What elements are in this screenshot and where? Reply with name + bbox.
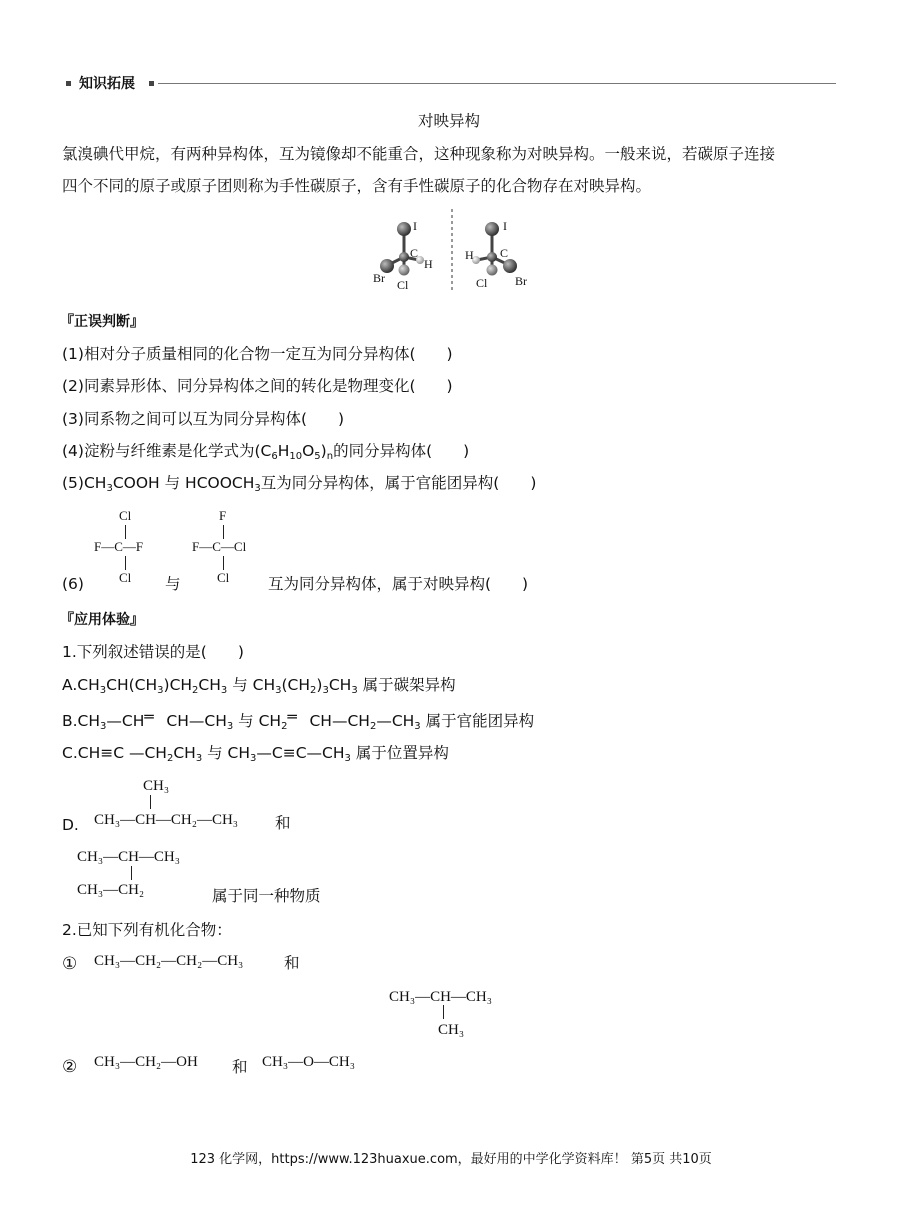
- d-tail: 属于同一种物质: [212, 887, 321, 905]
- mol-a-bond-top: [125, 525, 126, 539]
- fig-left-C: C: [410, 246, 419, 260]
- atom-I-left: [397, 222, 411, 236]
- d-m2-row2: CH₃—CH₂: [77, 882, 145, 898]
- judge-q6-text: 互为同分异构体，属于对映异构( ): [268, 575, 529, 593]
- fig-left-I: I: [413, 219, 417, 233]
- fig-right-Cl: Cl: [476, 276, 488, 290]
- atom-C-right: [487, 252, 497, 262]
- fig-left-Cl: Cl: [397, 278, 409, 292]
- mol-b-top: F: [219, 508, 227, 523]
- mol-a-bottom: Cl: [119, 570, 132, 585]
- judge-q3: (3)同系物之间可以互为同分异构体( ): [62, 410, 345, 428]
- q2-r1b-row: CH₃—CH—CH₃: [389, 989, 492, 1005]
- judge-q4: (4)淀粉与纤维素是化学式为$(C_6H_{10}O_5)_n$的同分异构体( ): [62, 442, 470, 462]
- section-title: 知识拓展: [79, 76, 135, 92]
- d-m1-chain: CH₃—CH—CH₂—CH₃: [94, 812, 239, 828]
- judge-q5: $(5)CH_3COOH$ 与 $HCOOCH_3$互为同分异构体，属于官能团异构( ): [62, 474, 537, 494]
- q2-r2-mol2: CH₃—O—CH₃: [262, 1054, 355, 1070]
- d-m1-top: CH₃: [143, 778, 170, 794]
- q2-r1-mol: CH₃—CH₂—CH₂—CH₃: [94, 953, 244, 969]
- fig-right-C: C: [500, 246, 509, 260]
- fig-right-H: H: [465, 248, 474, 262]
- fig-right-I: I: [503, 219, 507, 233]
- judge-q1: (1)相对分子质量相同的化合物一定互为同分异构体( ): [62, 345, 453, 363]
- judge-q2: (2)同素异形体、同分异构体之间的转化是物理变化( ): [62, 377, 453, 395]
- fig-left-H: H: [424, 257, 433, 271]
- mol-a-row: F—C—F: [94, 539, 144, 554]
- mol-b-bond-top: [223, 525, 224, 539]
- atom-Cl-right: [487, 265, 498, 276]
- atom-C-left: [399, 252, 409, 262]
- d-m2-bond: [131, 866, 132, 880]
- apply-q1-C: C.CH≡C $—CH_2CH_3$ 与 $CH_3—C\equiv C—CH_3$ 属于位置异构: [62, 744, 449, 764]
- q2-r1-num: ①: [62, 954, 78, 974]
- apply-heading: 『应用体验』: [60, 612, 144, 628]
- header-bullet-right: [149, 81, 154, 86]
- d-label: D.: [62, 816, 79, 834]
- topic-paragraph-line2: 四个不同的原子或原子团则称为手性碳原子，含有手性碳原子的化合物存在对映异构。: [62, 177, 652, 195]
- q2-r2-num: ②: [62, 1057, 78, 1077]
- topic-title: 对映异构: [418, 112, 481, 130]
- q2-r2-and: 和: [232, 1058, 248, 1076]
- header-rule: [158, 83, 836, 84]
- q2-r1b-sub: CH₃: [438, 1022, 465, 1038]
- apply-q2-stem: 2.已知下列有机化合物：: [62, 921, 232, 939]
- d-and: 和: [275, 814, 291, 832]
- mol-a-top: Cl: [119, 508, 132, 523]
- page-footer: 123 化学网，https://www.123huaxue.com，最好用的中学化学资料库！ 第5页 共10页: [190, 1152, 712, 1167]
- q2-r1b-bond: [443, 1005, 444, 1019]
- mol-b-bottom: Cl: [217, 570, 230, 585]
- fig-left-Br: Br: [373, 271, 385, 285]
- d-m2-row1: CH₃—CH—CH₃: [77, 849, 180, 865]
- judge-q6-and: 与: [165, 575, 181, 593]
- mol-b-row: F—C—Cl: [192, 539, 247, 554]
- mol-a-bond-bottom: [125, 556, 126, 570]
- apply-q1-stem: 1.下列叙述错误的是( ): [62, 643, 244, 661]
- q2-r2-mol1: CH₃—CH₂—OH: [94, 1054, 198, 1070]
- header-bullet-left: [66, 81, 71, 86]
- judge-heading: 『正误判断』: [60, 314, 144, 330]
- right-molecule: [472, 222, 517, 276]
- topic-paragraph-line1: 氯溴碘代甲烷，有两种异构体，互为镜像却不能重合，这种现象称为对映异构。一般来说，若碳原子连接: [62, 145, 776, 163]
- d-m1-bond: [150, 795, 151, 809]
- apply-q1-B: $B.CH_3—CH═$ $CH—CH_3$ 与 $CH_2═$ $CH—CH_2—CH_3$ 属于官能团异构: [62, 708, 535, 732]
- mol-b-bond-bottom: [223, 556, 224, 570]
- atom-I-right: [485, 222, 499, 236]
- q2-r1-and: 和: [284, 954, 300, 972]
- apply-q1-A: $A.CH_3CH(CH_3)CH_2CH_3$ 与 $CH_3(CH_2)_3CH_3$ 属于碳架异构: [62, 676, 456, 696]
- judge-q6-num: (6): [62, 575, 84, 593]
- fig-right-Br: Br: [515, 274, 527, 288]
- atom-Cl-left: [399, 265, 410, 276]
